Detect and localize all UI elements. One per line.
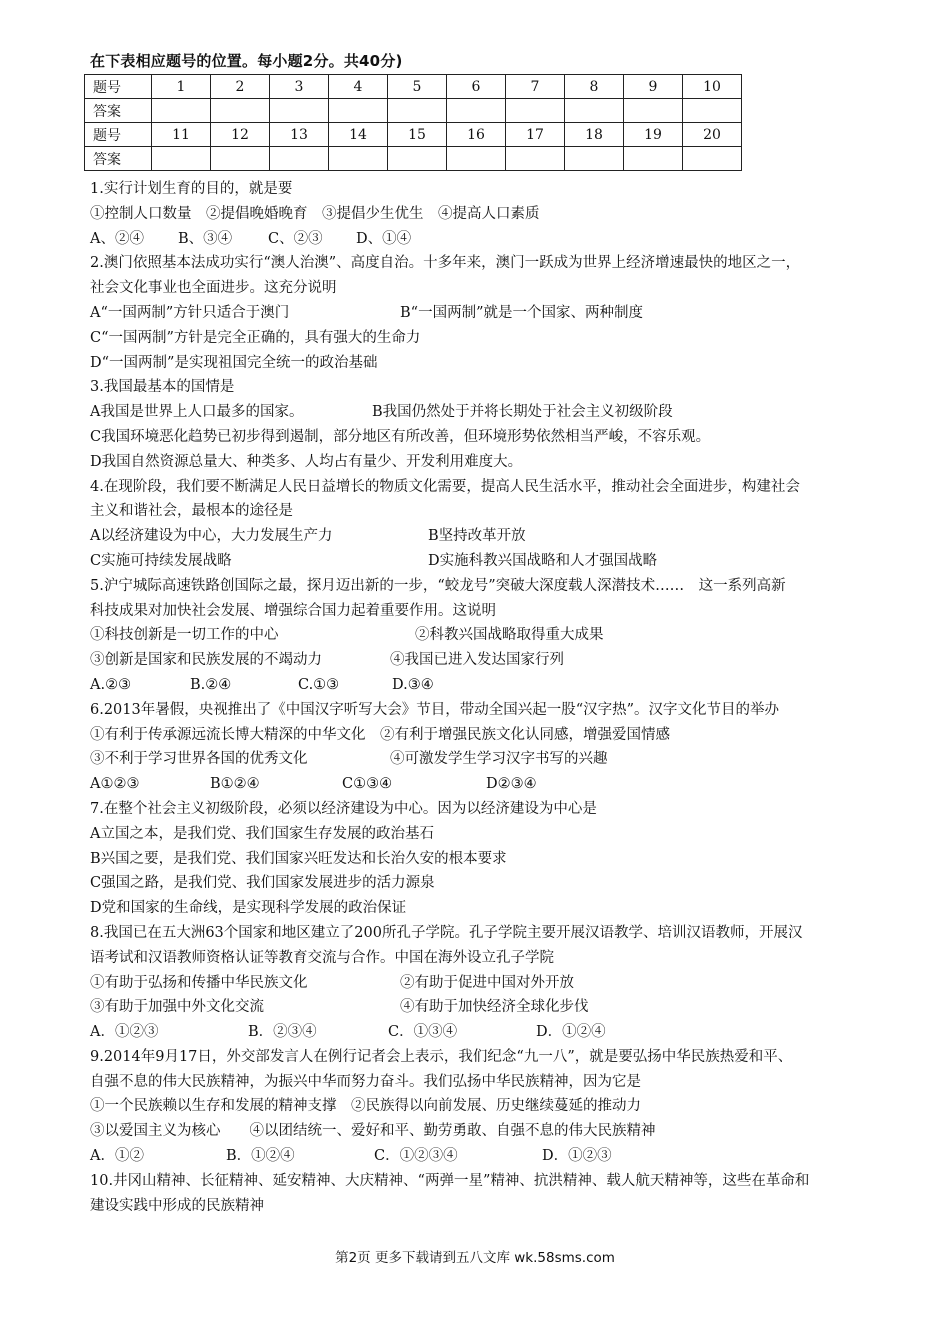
table-cell: 4 [329,75,388,99]
question-items [90,623,910,648]
option-d: D②③④ [486,776,537,793]
option-d: D“一国两制”是实现祖国完全统一的政治基础 [90,354,378,371]
answer-table [84,74,742,171]
option-b: B．②③④ [248,1024,317,1041]
option-b: B“一国两制”就是一个国家、两种制度 [400,304,643,321]
answer-cell[interactable] [152,147,211,171]
option-c: C强国之路，是我们党、我们国家发展进步的活力源泉 [90,875,435,892]
answer-cell[interactable] [447,147,506,171]
option-c: C．①③④ [388,1024,458,1041]
answer-cell[interactable] [624,99,683,123]
row-label: 题号 [85,75,152,99]
table-cell: 1 [152,75,211,99]
answer-cell[interactable] [683,99,742,123]
row-label: 题号 [85,123,152,147]
table-row [85,147,742,171]
answer-cell[interactable] [211,147,270,171]
table-cell: 3 [270,75,329,99]
option-b: B我国仍然处于并将长期处于社会主义初级阶段 [372,404,673,421]
question-options [90,549,910,574]
answer-cell[interactable] [565,99,624,123]
table-cell: 20 [683,123,742,147]
option-a: A、②④ [90,230,144,247]
answer-cell[interactable] [683,147,742,171]
item-2: ②科教兴国战略取得重大成果 [415,627,604,644]
table-cell: 14 [329,123,388,147]
option-a: A①②③ [90,776,140,793]
page-footer: 第2页 更多下载请到五八文库 wk.58sms.com [335,1250,615,1266]
question-stem: 8.我国已在五大洲63个国家和地区建立了200所孔子学院。孔子学院主要开展汉语教学、培训汉语教师，开展汉 [90,924,803,941]
question-items: ③以爱国主义为核心 ④以团结统一、爱好和平、勤劳勇敢、自强不息的伟大民族精神 [90,1123,656,1140]
question-items [90,971,910,996]
question-stem: 自强不息的伟大民族精神，为振兴中华而努力奋斗。我们弘扬中华民族精神，因为它是 [90,1073,641,1090]
answer-cell[interactable] [506,147,565,171]
item-3: ③有助于加强中外文化交流 [90,999,264,1016]
option-d: D我国自然资源总量大、种类多、人均占有量少、开发利用难度大。 [90,453,523,470]
answer-cell[interactable] [270,99,329,123]
question-options [90,673,910,698]
question-stem: 7.在整个社会主义初级阶段，必须以经济建设为中心。因为以经济建设为中心是 [90,800,597,817]
option-d: D.③④ [392,676,434,693]
question-items [90,648,910,673]
option-a: A．①② [90,1148,144,1165]
question-items [90,995,910,1020]
question-options [90,301,910,326]
table-row [85,75,742,99]
answer-cell[interactable] [388,99,447,123]
item-3: ③不利于学习世界各国的优秀文化 [90,751,308,768]
row-label: 答案 [85,147,152,171]
question-options [90,524,910,549]
table-cell: 10 [683,75,742,99]
table-cell: 5 [388,75,447,99]
table-cell: 16 [447,123,506,147]
table-cell: 19 [624,123,683,147]
question-options [90,400,910,425]
option-d: D党和国家的生命线，是实现科学发展的政治保证 [90,900,407,917]
question-options [90,227,910,252]
item-4: ④有助于加快经济全球化步伐 [400,999,589,1016]
question-options [90,1144,910,1169]
question-stem: 语考试和汉语教师资格认证等教育交流与合作。中国在海外设立孔子学院 [90,949,554,966]
option-c: C我国环境恶化趋势已初步得到遏制，部分地区有所改善，但环境形势依然相当严峻，不容乐观。 [90,428,711,445]
table-cell: 9 [624,75,683,99]
option-d: D．①②③ [542,1148,612,1165]
option-a: A以经济建设为中心，大力发展生产力 [90,528,333,545]
question-stem: 4.在现阶段，我们要不断满足人民日益增长的物质文化需要，提高人民生活水平，推动社会全面进步，构建社会 [90,478,800,495]
question-items: ①控制人口数量 ②提倡晚婚晚育 ③提倡少生优生 ④提高人口素质 [90,205,540,222]
option-b: B①②④ [210,776,260,793]
option-b: B坚持改革开放 [428,528,526,545]
option-d: D．①②④ [536,1024,606,1041]
option-c: C①③④ [342,776,393,793]
option-c: C.①③ [298,676,340,693]
question-options [90,772,910,797]
table-cell: 18 [565,123,624,147]
question-stem: 9.2014年9月17日，外交部发言人在例行记者会上表示，我们纪念“九一八”，就是要弘扬中华民族热爱和平、 [90,1048,793,1065]
table-cell: 8 [565,75,624,99]
table-cell: 17 [506,123,565,147]
question-items: ①有利于传承源远流长博大精深的中华文化 ②有利于增强民族文化认同感，增强爱国情感 [90,726,670,743]
question-items [90,747,910,772]
item-4: ④可激发学生学习汉字书写的兴趣 [390,751,608,768]
answer-cell[interactable] [152,99,211,123]
item-2: ②有助于促进中国对外开放 [400,974,574,991]
option-a: A.②③ [90,676,132,693]
question-stem: 3.我国最基本的国情是 [90,379,235,396]
option-c: C、②③ [268,230,323,247]
item-1: ①科技创新是一切工作的中心 [90,627,279,644]
table-cell: 2 [211,75,270,99]
question-stem: 5.沪宁城际高速铁路创国际之最，探月迈出新的一步，“蛟龙号”突破大深度载人深潜技术…… 这一系列高新 [90,577,786,594]
item-4: ④我国已进入发达国家行列 [390,652,564,669]
table-cell: 12 [211,123,270,147]
answer-cell[interactable] [506,99,565,123]
option-a: A我国是世界上人口最多的国家。 [90,404,304,421]
option-b: B．①②④ [226,1148,295,1165]
table-cell: 6 [447,75,506,99]
table-cell: 13 [270,123,329,147]
item-3: ③创新是国家和民族发展的不竭动力 [90,652,322,669]
option-a: A．①②③ [90,1024,159,1041]
question-stem: 1.实行计划生育的目的，就是要 [90,181,293,197]
answer-cell[interactable] [565,147,624,171]
table-cell: 15 [388,123,447,147]
question-stem: 10.井冈山精神、长征精神、延安精神、大庆精神、“两弹一星”精神、抗洪精神、载人航天精神等，这些在革命和 [90,1172,810,1189]
option-a: A“一国两制”方针只适合于澳门 [90,304,290,321]
table-row [85,99,742,123]
answer-cell[interactable] [270,147,329,171]
question-stem: 科技成果对加快社会发展、增强综合国力起着重要作用。这说明 [90,602,496,619]
option-d: D、①④ [356,230,412,247]
question-items: ①一个民族赖以生存和发展的精神支撑 ②民族得以向前发展、历史继续蔓延的推动力 [90,1098,641,1115]
table-row [85,123,742,147]
answer-cell[interactable] [388,147,447,171]
answer-cell[interactable] [211,99,270,123]
option-c: C实施可持续发展战略 [90,552,232,569]
option-b: B兴国之要，是我们党、我们国家兴旺发达和长治久安的根本要求 [90,850,507,867]
question-options [90,1020,910,1045]
option-d: D实施科教兴国战略和人才强国战略 [428,552,658,569]
answer-cell[interactable] [447,99,506,123]
question-stem: 建设实践中形成的民族精神 [90,1197,264,1214]
option-c: C．①②③④ [374,1148,458,1165]
answer-cell[interactable] [329,147,388,171]
question-stem: 6.2013年暑假，央视推出了《中国汉字听写大会》节目，带动全国兴起一股“汉字热”。汉字文化节目的举办 [90,701,780,718]
question-stem: 主义和谐社会，最根本的途径是 [90,503,293,520]
item-1: ①有助于弘扬和传播中华民族文化 [90,974,308,991]
option-b: B.②④ [190,676,232,693]
answer-cell[interactable] [329,99,388,123]
question-stem: 社会文化事业也全面进步。这充分说明 [90,280,337,297]
option-b: B、③④ [178,230,233,247]
option-c: C“一国两制”方针是完全正确的，具有强大的生命力 [90,329,421,346]
instruction-text: 在下表相应题号的位置。每小题2分。共40分) [90,52,403,70]
row-label: 答案 [85,99,152,123]
table-cell: 11 [152,123,211,147]
table-cell: 7 [506,75,565,99]
answer-cell[interactable] [624,147,683,171]
question-list [90,177,910,1218]
question-stem: 2.澳门依照基本法成功实行“澳人治澳”、高度自治。十多年来，澳门一跃成为世界上经济增速最快的地区之一， [90,255,801,272]
option-a: A立国之本，是我们党、我们国家生存发展的政治基石 [90,825,434,842]
